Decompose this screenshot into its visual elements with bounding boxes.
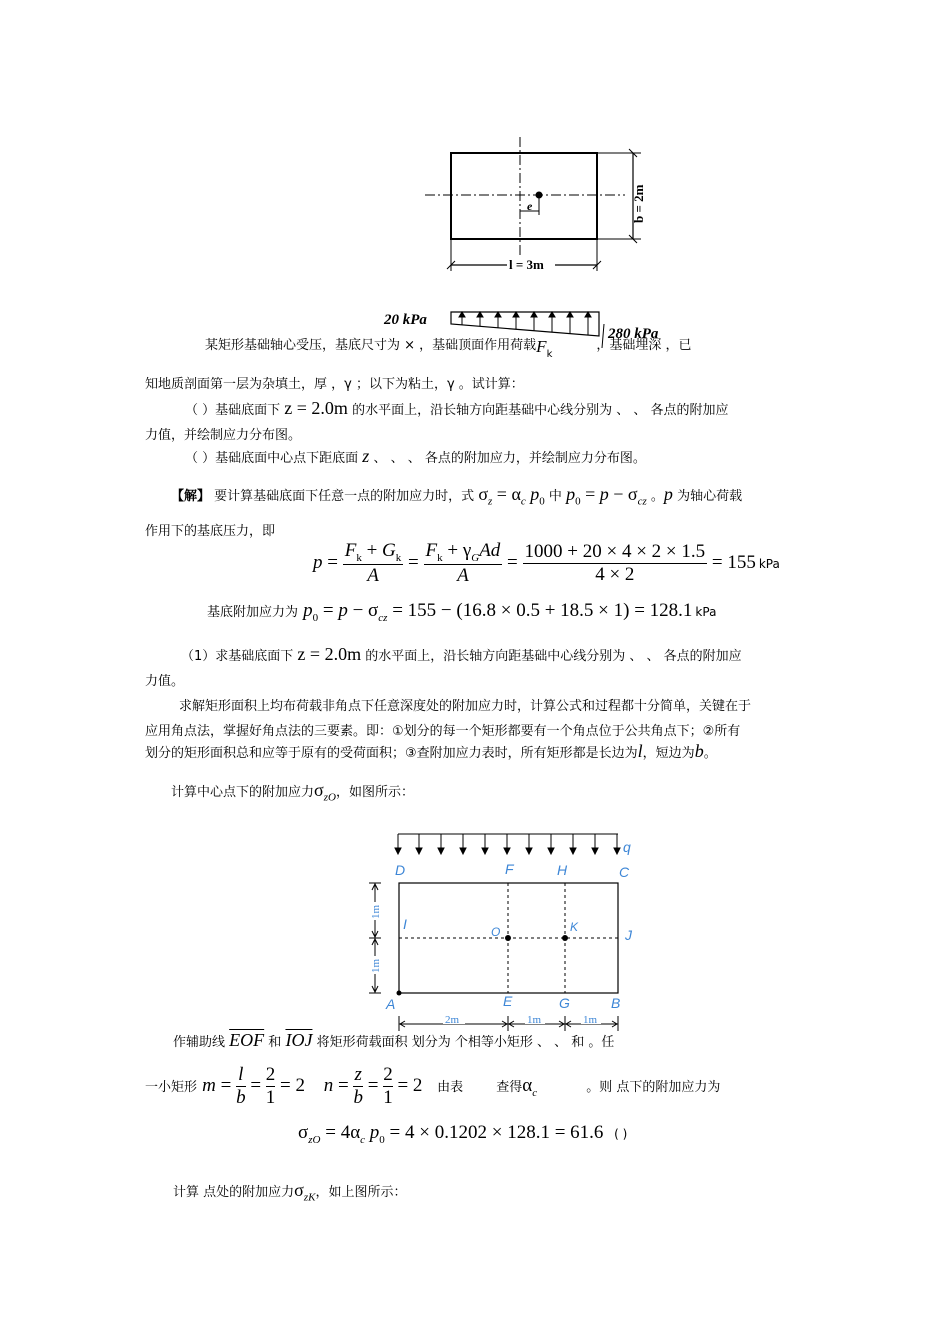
footing-plan-figure [415,135,655,283]
eccentricity-label: e [527,199,533,213]
equation-additional-pressure: 基底附加应力为 $p_0 = p - \sigma_{cz} = 155 - (16.8 \times 0.5 + 18.5 \times 1) = 128.1$ kPa [207,600,717,624]
point-k-intro: 计算 点处的附加应力$\sigma_{zK}$，如上图所示： [173,1180,407,1204]
point-c-label: C [619,864,630,880]
point-o-dot [505,935,511,941]
corner-method-figure [355,828,645,1036]
width-label: b = 2m [631,184,646,223]
point-b-label: B [611,995,621,1011]
point-a-dot [397,991,402,996]
point-k-label: K [570,920,579,934]
question-2: （ ）基础底面中心点下距底面 z 、 、 、 各点的附加应力，并绘制应力分布图。 [185,446,646,466]
point-o-label: O [491,925,501,939]
point-d-label: D [395,862,406,878]
point-j-label: J [625,927,632,943]
load-q-label: q [623,839,631,855]
point-a-label: A [386,996,396,1012]
part-1-heading: （1）求基础底面下 z = 2.0m 的水平面上，沿长轴方向距基础中心线分别为 、 、 各点的附加应 [181,644,742,664]
point-f-label: F [505,861,514,877]
equation-base-pressure: p = $\frac{F_k + G_k}{A}$ = $\frac{F_k + \gamma_GAd}{A}$ = $\frac{1000 + 20 \times 4 \times 2 \times 1.5}{4 \times 2}$ = 155 kPa [313,540,780,586]
dim-upper-1m: 1m [370,904,382,919]
point-h-label: H [557,862,568,878]
problem-line-1: 某矩形基础轴心受压，基底尺寸为 × ，基础顶面作用荷载$F_k$，基础埋深 ，已 [205,337,692,360]
paragraph-line-3: 划分的矩形面积总和应等于原有的受荷面积；③查附加应力表时，所有矩形都是长边为l，短边为b。 [145,741,717,761]
solution-intro: 【解】 要计算基础底面下任意一点的附加应力时，式 $\sigma_z = \alpha_c$ $p_0$ 中 $p_0 = p - \sigma_{cz}$ 。p 为轴心荷载 [171,484,743,508]
question-1-cont: 力值，并绘制应力分布图。 [145,428,302,443]
equation-sigma-zo: $\sigma_{zO} = 4\alpha_c$ $p_0 = 4 \times 0.1202 \times 128.1 = 61.6$ ( ) [298,1122,628,1146]
problem-line-2: 知地质剖面第一层为杂填土，厚 ，γ ；以下为粘土，γ 。试计算： [145,377,524,392]
ratio-line: 一小矩形 m = $\frac{l}{b}$ = $\frac{2}{1}$ = 2 n = $\frac{z}{b}$ = $\frac{2}{1}$ = 2 由表 查得$\alpha_c$ 。则 点下的附加应力为 [145,1064,721,1108]
point-i-label: I [403,916,407,932]
part-1-heading-cont: 力值。 [145,674,185,689]
dim-2m: 2m [445,1014,460,1026]
length-label: l = 3m [509,257,544,272]
question-1: （ ）基础底面下 z = 2.0m 的水平面上，沿长轴方向距基础中心线分别为 、 、 各点的附加应 [185,398,729,418]
center-point-intro: 计算中心点下的附加应力$\sigma_{zO}$，如图所示： [171,780,414,804]
dim-1m-c: 1m [527,1014,542,1026]
point-e-label: E [503,993,513,1009]
paragraph-line-2: 应用角点法，掌握好角点法的三要素。即：①划分的每一个矩形都要有一个角点位于公共角点下；②所有 [145,724,741,739]
dim-1m-d: 1m [583,1014,598,1026]
footing-outline [451,153,597,239]
paragraph-line-1: 求解矩形面积上均布荷载非角点下任意深度处的附加应力时，计算公式和过程都十分简单，关键在于 [179,699,752,714]
point-k-dot [562,935,568,941]
auxiliary-lines-text: 作辅助线 $\overline{EOF}$ 和 $\overline{IOJ}$ 将矩形荷载面积 划分为 个相等小矩形 、 、 和 。任 [173,1030,615,1050]
load-left-value: 20 kPa [384,312,427,328]
solution-intro-cont: 作用下的基底压力，即 [145,524,276,539]
dim-lower-1m: 1m [370,958,382,973]
load-right-value: 280 kPa [608,326,659,342]
solution-tag: 【解】 [171,489,211,504]
point-g-label: G [559,995,570,1011]
